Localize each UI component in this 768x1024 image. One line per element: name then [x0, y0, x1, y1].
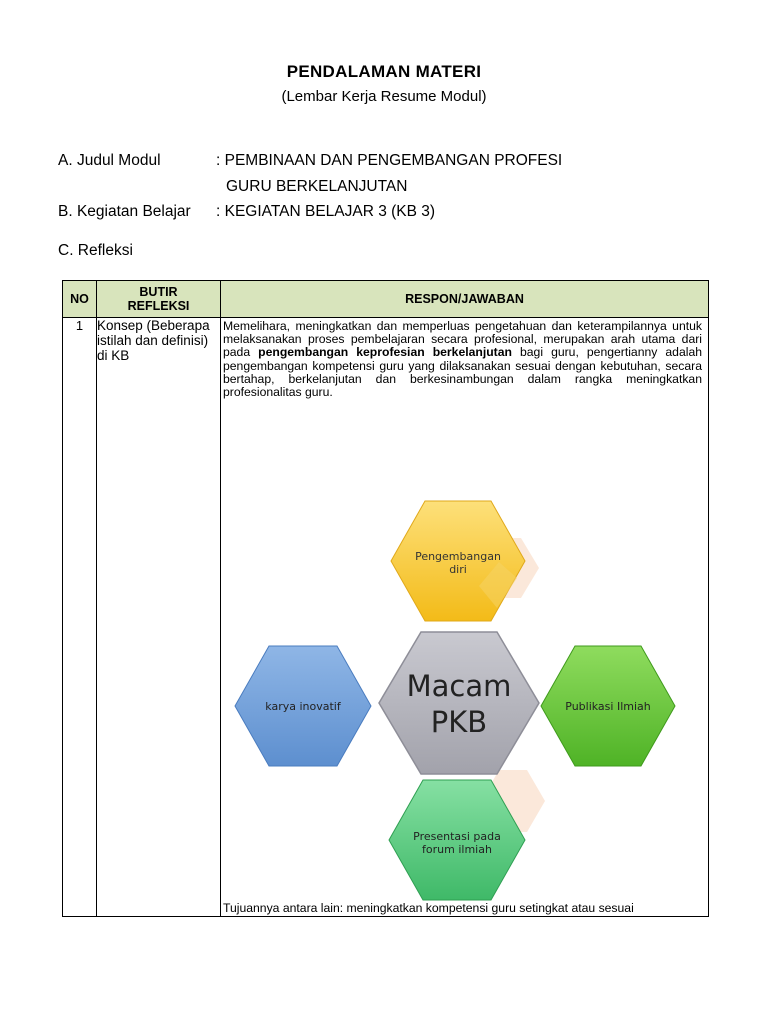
label-karya-inovatif: karya inovatif [265, 700, 341, 713]
table-header-row [63, 281, 709, 318]
row-butir: Konsep (Beberapa istilah dan definisi) di KB [97, 318, 221, 917]
pkb-hexagon-diagram [221, 318, 709, 916]
kegiatan-belajar-label: B. Kegiatan Belajar [58, 203, 191, 220]
refleksi-table [62, 280, 709, 917]
respon-text-2: bagi guru, pengertianny adalah pengembangan kompetensi guru yang dilaksanakan sesuai dengan kebutuhan, secara bertahap, berkelanjutan dan berkesinambungan dalam rangka meningkatkan profesionalitas guru. [223, 345, 702, 400]
row-number: 1 [63, 318, 97, 917]
judul-modul-label: A. Judul Modul [58, 152, 161, 169]
header-respon: RESPON/JAWABAN [221, 281, 709, 318]
header-no: NO [63, 281, 97, 318]
label-macam: Macam [406, 669, 512, 703]
header-butir-line1: BUTIR [139, 285, 178, 299]
respon-text-1: Memelihara, meningkatkan dan memperluas pengetahuan dan keterampilannya untuk melaksanakan proses pembelajaran secara profesional, merupakan arah utama dari pada [223, 319, 702, 360]
page-title: PENDALAMAN MATERI [286, 62, 482, 81]
row-respon [221, 318, 709, 917]
label-presentasi-line2: forum ilmiah [422, 843, 492, 856]
table-row [63, 318, 709, 917]
respon-text-bold: pengembangan keprofesian berkelanjutan [258, 345, 512, 360]
hexagon-macam-pkb [379, 632, 539, 774]
respon-tail-text: Tujuannya antara lain: meningkatkan kompetensi guru setingkat atau sesuai [223, 901, 634, 915]
refleksi-label: C. Refleksi [58, 242, 133, 259]
header-butir-line2: REFLEKSI [127, 299, 190, 313]
kegiatan-belajar-value: : KEGIATAN BELAJAR 3 (KB 3) [216, 203, 436, 220]
judul-modul-value: : PEMBINAAN DAN PENGEMBANGAN PROFESI [216, 152, 563, 169]
label-pengembangan-diri: Pengembangan [415, 550, 501, 563]
header-butir [97, 281, 221, 318]
judul-modul-value-line2: GURU BERKELANJUTAN [226, 178, 408, 195]
label-pkb: PKB [430, 705, 488, 739]
page-subtitle: (Lembar Kerja Resume Modul) [281, 88, 487, 105]
label-presentasi: Presentasi pada [413, 830, 501, 843]
label-publikasi-ilmiah: Publikasi Ilmiah [565, 700, 651, 713]
label-pengembangan-diri-line2: diri [449, 563, 467, 576]
